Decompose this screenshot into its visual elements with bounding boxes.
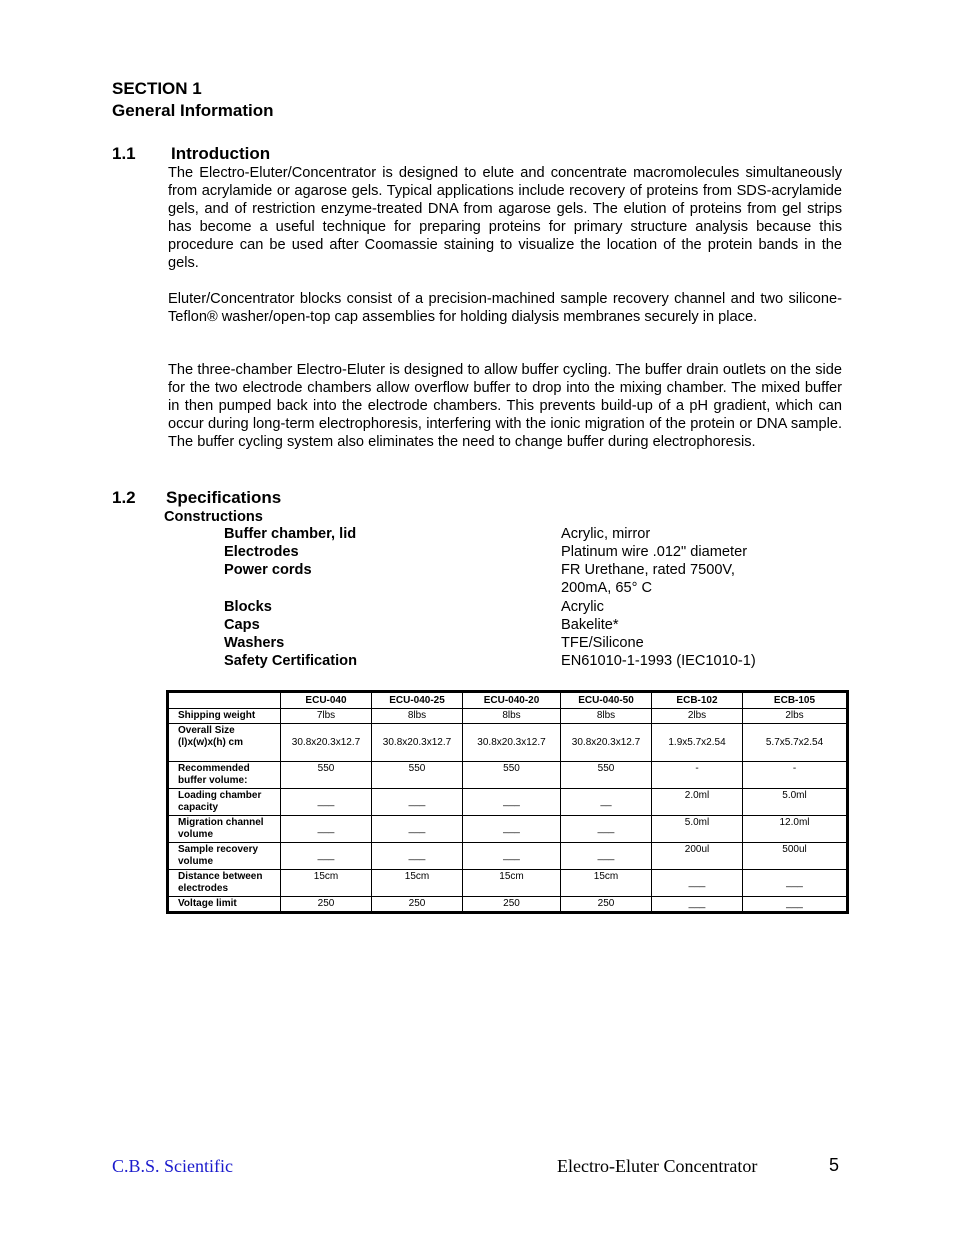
row-label: Migration channel volume (168, 816, 281, 843)
table-cell: __ (561, 789, 652, 816)
spec-label: Safety Certification (224, 653, 357, 669)
footer-company: C.B.S. Scientific (112, 1156, 233, 1176)
table-cell: ___ (372, 816, 463, 843)
table-cell: 550 (561, 762, 652, 789)
row-label: Overall Size (l)x(w)x(h) cm (168, 724, 281, 762)
row-label: Shipping weight (168, 709, 281, 724)
spec-value: EN61010-1-1993 (IEC1010-1) (561, 653, 756, 669)
table-row (168, 724, 848, 762)
table-header-cell (168, 692, 281, 709)
table-cell: 8lbs (463, 709, 561, 724)
table-cell: ___ (463, 843, 561, 870)
table-cell: ___ (743, 870, 848, 897)
table-cell: 30.8x20.3x12.7 (561, 724, 652, 762)
table-cell: 2lbs (743, 709, 848, 724)
row-label: Voltage limit (168, 897, 281, 913)
table-cell: 250 (372, 897, 463, 913)
spec-value: Acrylic (561, 599, 604, 615)
specs-subheading: Constructions (164, 509, 263, 525)
spec-label: Blocks (224, 599, 272, 615)
spec-label: Washers (224, 635, 285, 651)
table-header-row (168, 692, 848, 709)
table-cell: 550 (372, 762, 463, 789)
section-title: General Information (112, 101, 274, 120)
table-cell: ___ (743, 897, 848, 913)
table-row (168, 816, 848, 843)
table-header-cell: ECU-040-20 (463, 692, 561, 709)
spec-label: Power cords (224, 562, 312, 578)
spec-label: Electrodes (224, 544, 299, 560)
spec-value: Acrylic, mirror (561, 526, 651, 542)
table-cell: ___ (463, 816, 561, 843)
row-label: Recommended buffer volume: (168, 762, 281, 789)
spec-value: TFE/Silicone (561, 635, 644, 651)
table-header-cell: ECU-040 (281, 692, 372, 709)
row-label: Distance between electrodes (168, 870, 281, 897)
spec-value: FR Urethane, rated 7500V, (561, 562, 735, 578)
table-cell: 15cm (463, 870, 561, 897)
intro-paragraph-2: Eluter/Concentrator blocks consist of a precision-machined sample recovery channel and two silicone-Teflon® washer/open-top cap assemblies for holding dialysis membranes securely in place. (168, 291, 842, 325)
table-cell: 30.8x20.3x12.7 (281, 724, 372, 762)
table-row (168, 843, 848, 870)
table-cell: 30.8x20.3x12.7 (372, 724, 463, 762)
row-label: Loading chamber capacity (168, 789, 281, 816)
table-cell: 15cm (372, 870, 463, 897)
spec-value: Bakelite* (561, 617, 619, 633)
table-cell: 250 (281, 897, 372, 913)
footer-page-number: 5 (829, 1155, 840, 1175)
table-cell: ___ (372, 789, 463, 816)
table-cell: 500ul (743, 843, 848, 870)
table-cell: 2lbs (652, 709, 743, 724)
table-cell: ___ (561, 843, 652, 870)
table-cell: ___ (281, 816, 372, 843)
table-cell: 250 (463, 897, 561, 913)
specifications-table (166, 690, 849, 914)
table-row (168, 762, 848, 789)
table-cell: ___ (281, 843, 372, 870)
table-cell: 7lbs (281, 709, 372, 724)
table-cell: ___ (652, 870, 743, 897)
table-cell: 550 (463, 762, 561, 789)
table-row (168, 870, 848, 897)
table-cell: ___ (372, 843, 463, 870)
table-header-cell: ECB-102 (652, 692, 743, 709)
table-cell: ___ (463, 789, 561, 816)
intro-paragraph-3: The three-chamber Electro-Eluter is designed to allow buffer cycling. The buffer drain outlets on the side for the two electrode chambers allow overflow buffer to drop into the mixing chamber. The mixed buffer in then pumped back into the electrode chambers. This prevents build-up of a pH gradient, which can occur during long-term electrophoresis, interfering with the ionic migration of the protein or DNA sample. The buffer cycling system also eliminates the need to change buffer during electrophoresis. (168, 362, 842, 450)
spec-value: Platinum wire .012" diameter (561, 544, 748, 560)
table-header-cell: ECU-040-25 (372, 692, 463, 709)
table-cell: 550 (281, 762, 372, 789)
table-cell: 8lbs (372, 709, 463, 724)
table-cell: 1.9x5.7x2.54 (652, 724, 743, 762)
table-row (168, 709, 848, 724)
spec-label: Caps (224, 617, 260, 633)
footer-document-title: Electro-Eluter Concentrator (557, 1156, 758, 1176)
table-cell: 5.7x5.7x2.54 (743, 724, 848, 762)
table-cell: - (652, 762, 743, 789)
table-cell: ___ (652, 897, 743, 913)
table-cell: - (743, 762, 848, 789)
table-cell: 15cm (281, 870, 372, 897)
spec-value-continued: 200mA, 65° C (561, 580, 653, 596)
section-number: SECTION 1 (112, 79, 202, 98)
table-cell: 8lbs (561, 709, 652, 724)
table-cell: ___ (281, 789, 372, 816)
spec-label: Buffer chamber, lid (224, 526, 357, 542)
table-row (168, 789, 848, 816)
table-cell: 30.8x20.3x12.7 (463, 724, 561, 762)
table-cell: 5.0ml (743, 789, 848, 816)
table-cell: ___ (561, 816, 652, 843)
row-label: Sample recovery volume (168, 843, 281, 870)
table-cell: 2.0ml (652, 789, 743, 816)
specs-number: 1.2 (112, 488, 136, 507)
table-cell: 12.0ml (743, 816, 848, 843)
intro-paragraph-1: The Electro-Eluter/Concentrator is designed to elute and concentrate macromolecules simultaneously from acrylamide or agarose gels. Typical applications include recovery of proteins from SDS-acrylamide gels, and of restriction enzyme-treated DNA from agarose gels. The elution of proteins from gel strips has become a useful technique for preparing proteins for primary structure analysis because this procedure can be used after Coomassie staining to visualize the location of the protein bands in the gels. (168, 165, 842, 271)
table-cell: 5.0ml (652, 816, 743, 843)
table-header-cell: ECU-040-50 (561, 692, 652, 709)
intro-number: 1.1 (112, 144, 136, 163)
intro-heading: Introduction (171, 144, 271, 163)
table-row (168, 897, 848, 913)
table-cell: 200ul (652, 843, 743, 870)
table-cell: 15cm (561, 870, 652, 897)
table-header-cell: ECB-105 (743, 692, 848, 709)
specs-heading: Specifications (166, 488, 282, 507)
table-cell: 250 (561, 897, 652, 913)
